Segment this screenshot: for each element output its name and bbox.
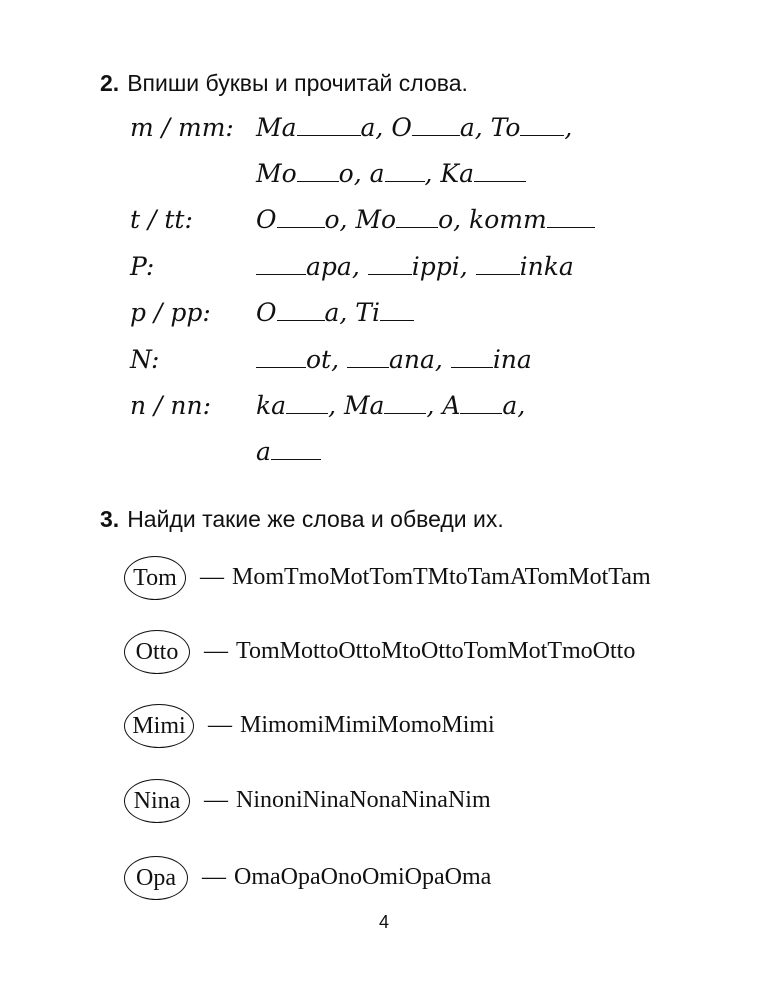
- fill-in-blank[interactable]: [380, 319, 414, 321]
- exercise-row: [0, 386, 768, 426]
- word-fragment: ot,: [306, 345, 347, 374]
- task-2-number: 2.: [100, 70, 120, 96]
- word-fragment: Ma: [256, 113, 297, 142]
- fill-in-blank[interactable]: [474, 180, 526, 182]
- page-number: 4: [378, 912, 389, 932]
- word-fragment: a, To: [459, 113, 521, 142]
- word-fragment: inka: [519, 252, 574, 281]
- fill-in-blank[interactable]: [271, 458, 321, 460]
- word-blanks: [256, 345, 532, 374]
- find-word-row: [124, 779, 744, 825]
- word-fragment: a: [256, 437, 271, 466]
- fill-in-blank[interactable]: [286, 412, 328, 414]
- letter-sequence[interactable]: TomMottoOttoMtoOttoTomMotTmoOtto: [236, 638, 636, 664]
- word-blanks: [256, 437, 321, 466]
- letter-key: N:: [130, 345, 160, 374]
- word-blanks: [256, 159, 526, 188]
- dash: —: [208, 712, 232, 738]
- exercise-row: [0, 293, 768, 333]
- circled-word: Opa: [124, 856, 188, 900]
- dash: —: [204, 638, 228, 664]
- word-fragment: ana,: [389, 345, 451, 374]
- letter-sequence[interactable]: OmaOpaOnoOmiOpaOma: [234, 864, 492, 890]
- fill-in-blank[interactable]: [277, 319, 325, 321]
- circled-word: Nina: [124, 779, 190, 823]
- fill-in-blank[interactable]: [277, 226, 325, 228]
- word-fragment: a, O: [360, 113, 412, 142]
- fill-in-blank[interactable]: [476, 273, 520, 275]
- word-fragment: O: [256, 205, 277, 234]
- word-blanks: [256, 391, 525, 420]
- letter-sequence[interactable]: MomTmoMotTomTMtoTamATomMotTam: [232, 564, 651, 590]
- fill-in-blank[interactable]: [256, 366, 306, 368]
- word-fragment: o, a: [338, 159, 385, 188]
- letter-key: P:: [130, 252, 155, 281]
- exercise-row: [0, 154, 768, 194]
- word-fragment: Mo: [256, 159, 297, 188]
- fill-in-blank[interactable]: [412, 134, 460, 136]
- find-word-row: [124, 856, 744, 902]
- fill-in-blank[interactable]: [297, 180, 339, 182]
- word-fragment: o, Mo: [324, 205, 397, 234]
- word-blanks: [256, 113, 572, 142]
- word-fragment: ka: [256, 391, 287, 420]
- letter-key: m / mm:: [130, 113, 234, 142]
- task-2-title: [100, 70, 468, 97]
- word-fragment: apa,: [306, 252, 368, 281]
- circled-word: Mimi: [124, 704, 194, 748]
- dash: —: [200, 564, 224, 590]
- word-blanks: [256, 298, 414, 327]
- fill-in-blank[interactable]: [385, 180, 425, 182]
- word-fragment: , A: [426, 391, 461, 420]
- word-fragment: O: [256, 298, 277, 327]
- exercise-row: [0, 200, 768, 240]
- word-fragment: , Ma: [328, 391, 385, 420]
- word-fragment: ,: [564, 113, 573, 142]
- fill-in-blank[interactable]: [547, 226, 595, 228]
- fill-in-blank[interactable]: [520, 134, 564, 136]
- task-2-instruction: Впиши буквы и прочитай слова.: [127, 70, 468, 96]
- task-3-number: 3.: [100, 506, 120, 532]
- fill-in-blank[interactable]: [460, 412, 502, 414]
- word-fragment: a, Ti: [324, 298, 380, 327]
- circled-word: Otto: [124, 630, 190, 674]
- word-fragment: a,: [502, 391, 526, 420]
- fill-in-blank[interactable]: [396, 226, 438, 228]
- find-word-row: [124, 704, 744, 750]
- word-blanks: [256, 252, 574, 281]
- task-3-title: [100, 506, 504, 533]
- find-word-row: [124, 556, 744, 602]
- exercise-row: [0, 247, 768, 287]
- letter-sequence[interactable]: MimomiMimiMomoMimi: [240, 712, 495, 738]
- exercise-row: [0, 108, 768, 148]
- letter-key: t / tt:: [130, 205, 193, 234]
- word-fragment: ippi,: [411, 252, 476, 281]
- find-word-row: [124, 630, 744, 676]
- word-fragment: o, komm: [438, 205, 547, 234]
- fill-in-blank[interactable]: [451, 366, 493, 368]
- circled-word: Tom: [124, 556, 186, 600]
- fill-in-blank[interactable]: [297, 134, 361, 136]
- task-3-instruction: Найди такие же слова и обведи их.: [127, 506, 504, 532]
- fill-in-blank[interactable]: [368, 273, 412, 275]
- dash: —: [202, 864, 226, 890]
- fill-in-blank[interactable]: [384, 412, 426, 414]
- exercise-row: [0, 340, 768, 380]
- word-blanks: [256, 205, 595, 234]
- exercise-row: [0, 432, 768, 472]
- letter-sequence[interactable]: NinoniNinaNonaNinaNim: [236, 787, 491, 813]
- fill-in-blank[interactable]: [347, 366, 389, 368]
- word-fragment: ina: [492, 345, 532, 374]
- word-fragment: , Ka: [424, 159, 474, 188]
- fill-in-blank[interactable]: [256, 273, 306, 275]
- letter-key: n / nn:: [130, 391, 212, 420]
- letter-key: p / pp:: [130, 298, 211, 327]
- dash: —: [204, 787, 228, 813]
